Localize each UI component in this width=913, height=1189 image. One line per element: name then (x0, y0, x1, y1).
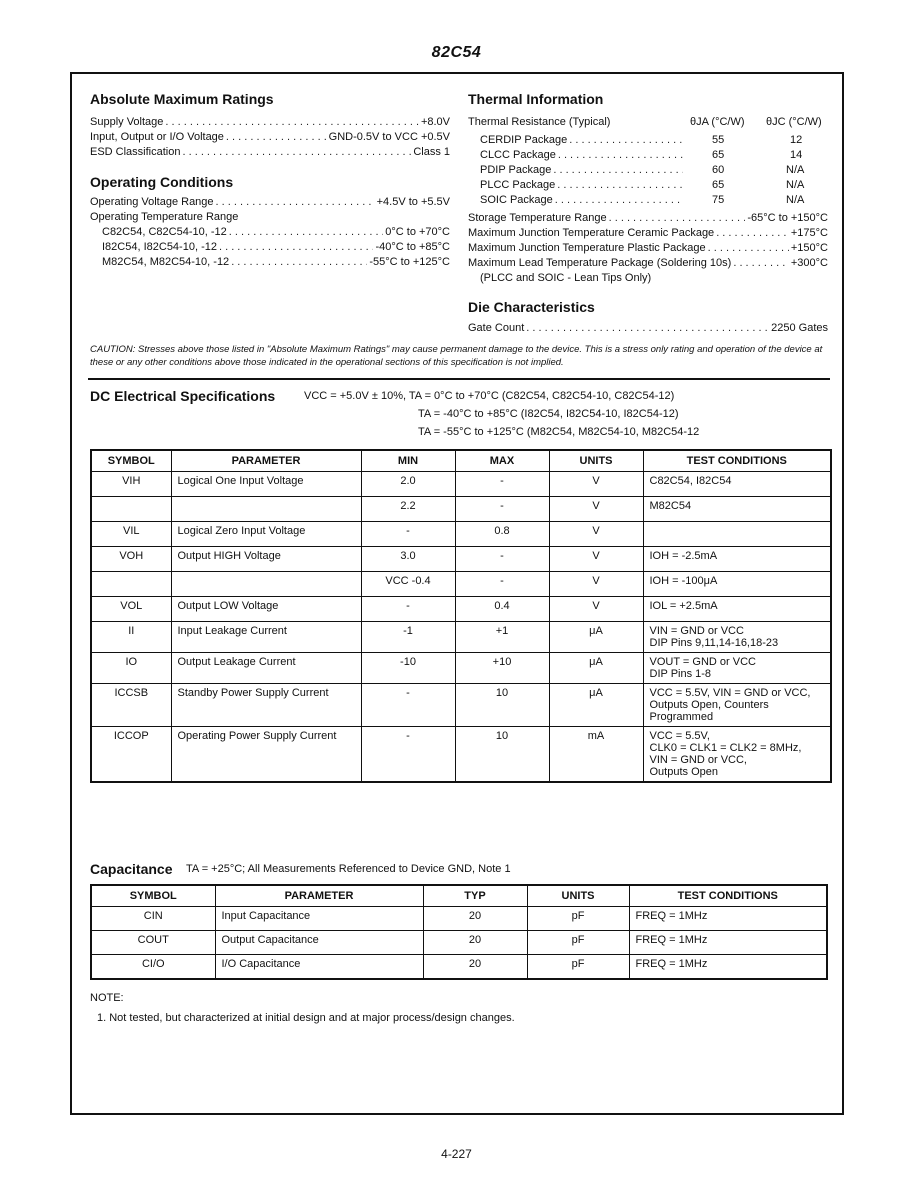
package-row: CERDIP Package . . . (480, 134, 685, 146)
table-cell: II (91, 622, 171, 653)
table-cell: μA (549, 622, 643, 653)
column-header: TEST CONDITIONS (643, 450, 831, 472)
table-cell: pF (527, 907, 629, 931)
table-cell: μA (549, 684, 643, 727)
table-cell: CI/O (91, 955, 215, 980)
thermal-resistance-label: Thermal Resistance (Typical) (468, 116, 611, 128)
table-cell: VCC = 5.5V, CLK0 = CLK1 = CLK2 = 8MHz, VIN = GND or VCC, Outputs Open (643, 727, 831, 783)
package-row: CLCC Package . . . (480, 149, 685, 161)
table-header-row (91, 885, 827, 907)
package-row: PDIP Package . . . (480, 164, 685, 176)
table-cell: IOL = +2.5mA (643, 597, 831, 622)
abs-max-row: Supply Voltage . . . +8.0V (90, 116, 450, 128)
op-cond-title: Operating Conditions (90, 174, 234, 190)
dc-title: DC Electrical Specifications (90, 388, 276, 404)
table-row (91, 727, 831, 783)
section-divider (88, 378, 830, 380)
table-cell: μA (549, 653, 643, 684)
dc-condition-2: TA = -40°C to +85°C (I82C54, I82C54-10, I82C54-12) (418, 408, 679, 420)
table-cell: -1 (361, 622, 455, 653)
table-cell: ICCSB (91, 684, 171, 727)
op-cond-row: I82C54, I82C54-10, -12 . . . -40°C to +85°C (102, 241, 450, 253)
thermal-row: Maximum Junction Temperature Ceramic Package . . . +175°C (468, 227, 828, 239)
table-cell: 10 (455, 727, 549, 783)
table-cell: 3.0 (361, 547, 455, 572)
table-cell: mA (549, 727, 643, 783)
table-cell: Logical One Input Voltage (171, 472, 361, 497)
die-row: Gate Count . . . 2250 Gates (468, 322, 828, 334)
table-cell: 2.0 (361, 472, 455, 497)
table-cell: 0.4 (455, 597, 549, 622)
table-cell: +10 (455, 653, 549, 684)
table-cell: - (455, 572, 549, 597)
table-cell: V (549, 572, 643, 597)
table-header-row (91, 450, 831, 472)
table-row (91, 497, 831, 522)
package-ja: 60 (712, 164, 725, 176)
table-cell: 20 (423, 931, 527, 955)
table-cell (91, 497, 171, 522)
table-cell: 0.8 (455, 522, 549, 547)
abs-max-row: Input, Output or I/O Voltage . . . GND-0.5V to VCC +0.5V (90, 131, 450, 143)
table-row (91, 472, 831, 497)
package-jc: N/A (786, 164, 805, 176)
column-header: TEST CONDITIONS (629, 885, 827, 907)
cap-condition: TA = +25°C; All Measurements Referenced to Device GND, Note 1 (186, 863, 511, 875)
table-cell: 10 (455, 684, 549, 727)
table-cell (171, 572, 361, 597)
note-1: 1. Not tested, but characterized at initial design and at major process/design changes. (97, 1012, 515, 1024)
table-cell: M82C54 (643, 497, 831, 522)
table-cell: 20 (423, 955, 527, 980)
thermal-title: Thermal Information (468, 91, 604, 107)
table-cell: Operating Power Supply Current (171, 727, 361, 783)
column-header: PARAMETER (171, 450, 361, 472)
table-row (91, 907, 827, 931)
column-header: UNITS (549, 450, 643, 472)
table-cell: VIN = GND or VCC DIP Pins 9,11,14-16,18-23 (643, 622, 831, 653)
table-cell: - (455, 497, 549, 522)
package-row: SOIC Package . . . (480, 194, 685, 206)
table-cell: IOH = -100μA (643, 572, 831, 597)
table-cell: - (361, 727, 455, 783)
table-cell: I/O Capacitance (215, 955, 423, 980)
die-title: Die Characteristics (468, 299, 595, 315)
column-header: TYP (423, 885, 527, 907)
table-cell: COUT (91, 931, 215, 955)
table-row (91, 547, 831, 572)
table-row (91, 572, 831, 597)
op-cond-row: M82C54, M82C54-10, -12 . . . -55°C to +125°C (102, 256, 450, 268)
table-row (91, 653, 831, 684)
thermal-row: Maximum Lead Temperature Package (Soldering 10s) . . . +300°C (468, 257, 828, 269)
table-cell: V (549, 522, 643, 547)
column-header: MAX (455, 450, 549, 472)
table-cell: - (455, 472, 549, 497)
package-ja: 55 (712, 134, 725, 146)
table-cell: CIN (91, 907, 215, 931)
table-row (91, 597, 831, 622)
table-cell (171, 497, 361, 522)
table-cell: Output Leakage Current (171, 653, 361, 684)
table-row (91, 622, 831, 653)
table-cell: Input Leakage Current (171, 622, 361, 653)
table-cell: VIH (91, 472, 171, 497)
table-cell: V (549, 497, 643, 522)
dc-condition-1: VCC = +5.0V ± 10%, TA = 0°C to +70°C (C82C54, C82C54-10, C82C54-12) (304, 390, 675, 402)
package-jc: N/A (786, 194, 805, 206)
column-header: UNITS (527, 885, 629, 907)
table-cell: V (549, 472, 643, 497)
table-cell: 2.2 (361, 497, 455, 522)
table-cell: VCC = 5.5V, VIN = GND or VCC, Outputs Open, Counters Programmed (643, 684, 831, 727)
table-cell: - (361, 597, 455, 622)
table-cell: C82C54, I82C54 (643, 472, 831, 497)
abs-max-row: ESD Classification . . . Class 1 (90, 146, 450, 158)
thermal-row: Storage Temperature Range . . . -65°C to +150°C (468, 212, 828, 224)
thermal-row: Maximum Junction Temperature Plastic Package . . . +150°C (468, 242, 828, 254)
table-cell: - (361, 522, 455, 547)
table-row (91, 684, 831, 727)
table-cell (91, 572, 171, 597)
table-cell: - (361, 684, 455, 727)
table-cell: +1 (455, 622, 549, 653)
table-cell: pF (527, 931, 629, 955)
table-cell: - (455, 547, 549, 572)
package-ja: 75 (712, 194, 725, 206)
cap-title: Capacitance (90, 861, 173, 877)
package-jc: 14 (790, 149, 803, 161)
table-cell: VOH (91, 547, 171, 572)
table-cell: Logical Zero Input Voltage (171, 522, 361, 547)
package-row: PLCC Package . . . (480, 179, 685, 191)
table-cell (643, 522, 831, 547)
table-cell: FREQ = 1MHz (629, 955, 827, 980)
theta-ja-header: θJA (°C/W) (690, 116, 745, 128)
lead-temp-note: (PLCC and SOIC - Lean Tips Only) (480, 272, 652, 284)
table-cell: FREQ = 1MHz (629, 907, 827, 931)
table-cell: FREQ = 1MHz (629, 931, 827, 955)
abs-max-title: Absolute Maximum Ratings (90, 91, 274, 107)
table-cell: VOL (91, 597, 171, 622)
table-row (91, 522, 831, 547)
table-cell: -10 (361, 653, 455, 684)
column-header: SYMBOL (91, 885, 215, 907)
table-cell: pF (527, 955, 629, 980)
package-jc: 12 (790, 134, 803, 146)
table-cell: V (549, 547, 643, 572)
table-cell: IO (91, 653, 171, 684)
column-header: SYMBOL (91, 450, 171, 472)
dc-condition-3: TA = -55°C to +125°C (M82C54, M82C54-10, M82C54-12 (418, 426, 700, 438)
table-row (91, 955, 827, 980)
column-header: PARAMETER (215, 885, 423, 907)
table-cell: Standby Power Supply Current (171, 684, 361, 727)
table-cell: VIL (91, 522, 171, 547)
theta-jc-header: θJC (°C/W) (766, 116, 822, 128)
table-cell: V (549, 597, 643, 622)
table-cell: VCC -0.4 (361, 572, 455, 597)
table-cell: Output LOW Voltage (171, 597, 361, 622)
page-header: 82C54 (431, 44, 482, 61)
op-cond-row: Operating Voltage Range . . . +4.5V to +5.5V (90, 196, 450, 208)
package-ja: 65 (712, 149, 725, 161)
op-cond-row: Operating Temperature Range (90, 211, 239, 223)
dc-spec-table (90, 449, 832, 783)
table-cell: 20 (423, 907, 527, 931)
table-cell: Input Capacitance (215, 907, 423, 931)
table-row (91, 931, 827, 955)
caution-text: CAUTION: Stresses above those listed in "Absolute Maximum Ratings" may cause permanent damage to the device. This is a stress only rating and operation of the device at these or any other conditions above those indicated in the operational sections of this specification is not implied. (90, 344, 823, 368)
op-cond-row: C82C54, C82C54-10, -12 . . . 0°C to +70°C (102, 226, 450, 238)
note-label: NOTE: (90, 992, 124, 1004)
table-cell: VOUT = GND or VCC DIP Pins 1-8 (643, 653, 831, 684)
package-jc: N/A (786, 179, 805, 191)
table-cell: ICCOP (91, 727, 171, 783)
package-ja: 65 (712, 179, 725, 191)
capacitance-table (90, 884, 828, 980)
column-header: MIN (361, 450, 455, 472)
page-number: 4-227 (441, 1147, 472, 1161)
table-cell: Output HIGH Voltage (171, 547, 361, 572)
table-cell: Output Capacitance (215, 931, 423, 955)
table-cell: IOH = -2.5mA (643, 547, 831, 572)
